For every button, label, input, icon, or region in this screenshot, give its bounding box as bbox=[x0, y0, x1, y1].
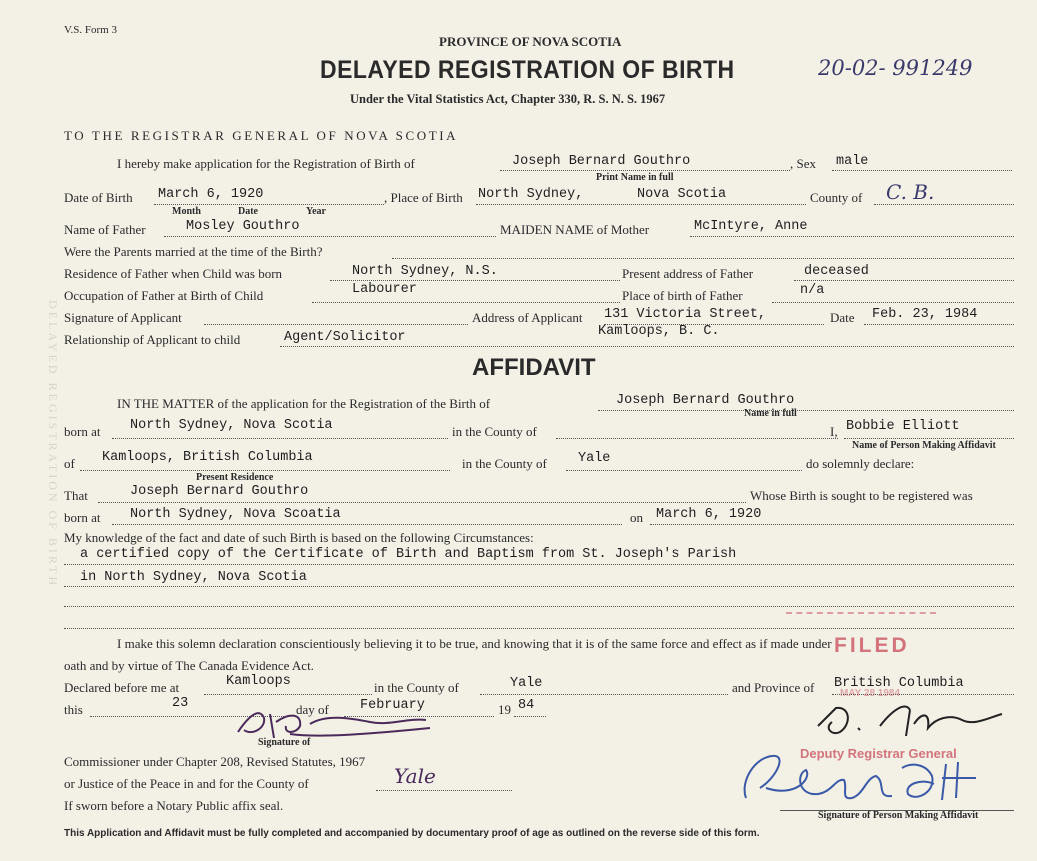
form-subtitle: Under the Vital Statistics Act, Chapter 330, R. S. N. S. 1967 bbox=[350, 92, 666, 106]
sex-label: , Sex bbox=[790, 156, 816, 171]
on-label: on bbox=[630, 510, 643, 525]
declared-county-label: in the County of bbox=[374, 680, 459, 695]
occupation-label: Occupation of Father at Birth of Child bbox=[64, 288, 264, 303]
signature-applicant-label: Signature of Applicant bbox=[64, 310, 182, 325]
footer-note: This Application and Affidavit must be fully completed and accompanied by documentary proof of age as outlined on the reverse side of this form. bbox=[64, 828, 760, 839]
form-title: DELAYED REGISTRATION OF BIRTH bbox=[320, 56, 735, 84]
day-value: 23 bbox=[172, 696, 189, 711]
dob-caption-year: Year bbox=[306, 206, 326, 217]
mother-name: McIntyre, Anne bbox=[694, 219, 808, 234]
province-heading: PROVINCE OF NOVA SCOTIA bbox=[439, 34, 622, 49]
filed-stamp-date: MAY 28 1984 bbox=[840, 688, 901, 699]
dob-label: Date of Birth bbox=[64, 190, 133, 205]
affidavit-heading: AFFIDAVIT bbox=[472, 354, 596, 381]
address-line2: Kamloops, B. C. bbox=[598, 324, 720, 339]
deputy-registrar-signature bbox=[810, 698, 1010, 742]
notary-line: If sworn before a Notary Public affix seal. bbox=[64, 798, 284, 813]
year-value: 84 bbox=[518, 698, 535, 713]
circumstance-line2: in North Sydney, Nova Scotia bbox=[80, 570, 307, 585]
pob-province: Nova Scotia bbox=[637, 187, 727, 202]
occupation-value: Labourer bbox=[352, 282, 417, 297]
matter-name: Joseph Bernard Gouthro bbox=[616, 393, 795, 408]
county2-label: in the County of bbox=[462, 456, 547, 471]
matter-name-caption: Name in full bbox=[744, 408, 797, 419]
dob-caption-date: Date bbox=[238, 206, 258, 217]
of-label: of bbox=[64, 456, 75, 471]
present-address-label: Present address of Father bbox=[622, 266, 754, 281]
knowledge-label: My knowledge of the fact and date of such Birth is based on the following Circumstances: bbox=[64, 530, 534, 545]
solemn-line2: oath and by virtue of The Canada Evidence Act. bbox=[64, 658, 314, 673]
filed-stamp: FILED bbox=[834, 634, 910, 657]
this-label: this bbox=[64, 702, 83, 717]
in-county-label: in the County of bbox=[452, 424, 537, 439]
declared-at: Kamloops bbox=[226, 674, 291, 689]
justice-county: Yale bbox=[394, 764, 436, 788]
dob-value: March 6, 1920 bbox=[158, 187, 264, 202]
born-at2-label: born at bbox=[64, 510, 101, 525]
address-line1: 131 Victoria Street, bbox=[604, 307, 767, 322]
father-label: Name of Father bbox=[64, 222, 146, 237]
whose-label: Whose Birth is sought to be registered was bbox=[750, 488, 973, 503]
child-name: Joseph Bernard Gouthro bbox=[512, 154, 691, 169]
justice-label: or Justice of the Peace in and for the County of bbox=[64, 776, 309, 791]
addressee: TO THE REGISTRAR GENERAL OF NOVA SCOTIA bbox=[64, 128, 459, 143]
residence-caption: Present Residence bbox=[196, 472, 274, 483]
county-value: C. B. bbox=[886, 180, 935, 204]
born-at-label: born at bbox=[64, 424, 101, 439]
father-birthplace-label: Place of birth of Father bbox=[622, 288, 743, 303]
date-label: Date bbox=[830, 310, 855, 325]
circumstance-line1: a certified copy of the Certificate of Birth and Baptism from St. Joseph's Parish bbox=[80, 547, 737, 562]
born-at-value: North Sydney, Nova Scotia bbox=[130, 418, 333, 433]
declared-county: Yale bbox=[510, 676, 543, 691]
that-name: Joseph Bernard Gouthro bbox=[130, 484, 309, 499]
day-of-label: day of bbox=[296, 702, 329, 717]
name-caption: Print Name in full bbox=[596, 172, 674, 183]
affiant-caption: Name of Person Making Affidavit bbox=[852, 440, 996, 451]
pob-town: North Sydney, bbox=[478, 187, 584, 202]
married-label: Were the Parents married at the time of the Birth? bbox=[64, 244, 323, 259]
province-label: and Province of bbox=[732, 680, 815, 695]
residence-label: Residence of Father when Child was born bbox=[64, 266, 283, 281]
sex-value: male bbox=[836, 154, 869, 169]
declare-label: do solemnly declare: bbox=[806, 456, 915, 471]
relationship-value: Agent/Solicitor bbox=[284, 330, 406, 345]
address-label: Address of Applicant bbox=[472, 310, 583, 325]
residence-value: North Sydney, N.S. bbox=[352, 264, 498, 279]
commissioner-line: Commissioner under Chapter 208, Revised Statutes, 1967 bbox=[64, 754, 366, 769]
i-label: I, bbox=[830, 424, 838, 439]
county2-value: Yale bbox=[578, 451, 611, 466]
county-label: County of bbox=[810, 190, 863, 205]
affiant-sig-caption: Signature of Person Making Affidavit bbox=[818, 810, 979, 821]
present-address-value: deceased bbox=[804, 264, 869, 279]
year-prefix: 19 bbox=[498, 702, 511, 717]
date-value: Feb. 23, 1984 bbox=[872, 307, 978, 322]
mother-label: MAIDEN NAME of Mother bbox=[500, 222, 650, 237]
born-at2-value: North Sydney, Nova Scoatia bbox=[130, 507, 341, 522]
pob-label: , Place of Birth bbox=[384, 190, 463, 205]
relationship-label: Relationship of Applicant to child bbox=[64, 332, 241, 347]
sig-of-caption: Signature of bbox=[258, 737, 311, 748]
month-value: February bbox=[360, 698, 425, 713]
dob-caption-month: Month bbox=[172, 206, 201, 217]
solemn-line1: I make this solemn declaration conscientiously believing it to be true, and knowing that it is of the same force and effect as if made under bbox=[117, 636, 832, 651]
affiant-signature bbox=[736, 748, 996, 812]
declared-label: Declared before me at bbox=[64, 680, 180, 695]
father-birthplace-value: n/a bbox=[800, 283, 825, 298]
province-value: British Columbia bbox=[834, 676, 964, 691]
deputy-registrar-stamp: Deputy Registrar General bbox=[800, 746, 957, 761]
that-label: That bbox=[64, 488, 88, 503]
on-date: March 6, 1920 bbox=[656, 507, 762, 522]
form-number: V.S. Form 3 bbox=[64, 24, 117, 36]
file-number: 20-02- 991249 bbox=[818, 56, 973, 80]
filed-stamp-border bbox=[786, 612, 936, 632]
father-name: Mosley Gouthro bbox=[186, 219, 300, 234]
intro-label: I hereby make application for the Registration of Birth of bbox=[117, 156, 415, 171]
side-watermark-text: DELAYED REGISTRATION OF BIRTH bbox=[46, 300, 60, 589]
of-residence: Kamloops, British Columbia bbox=[102, 450, 313, 465]
affiant-name: Bobbie Elliott bbox=[846, 419, 960, 434]
matter-label: IN THE MATTER of the application for the Registration of the Birth of bbox=[117, 396, 491, 411]
